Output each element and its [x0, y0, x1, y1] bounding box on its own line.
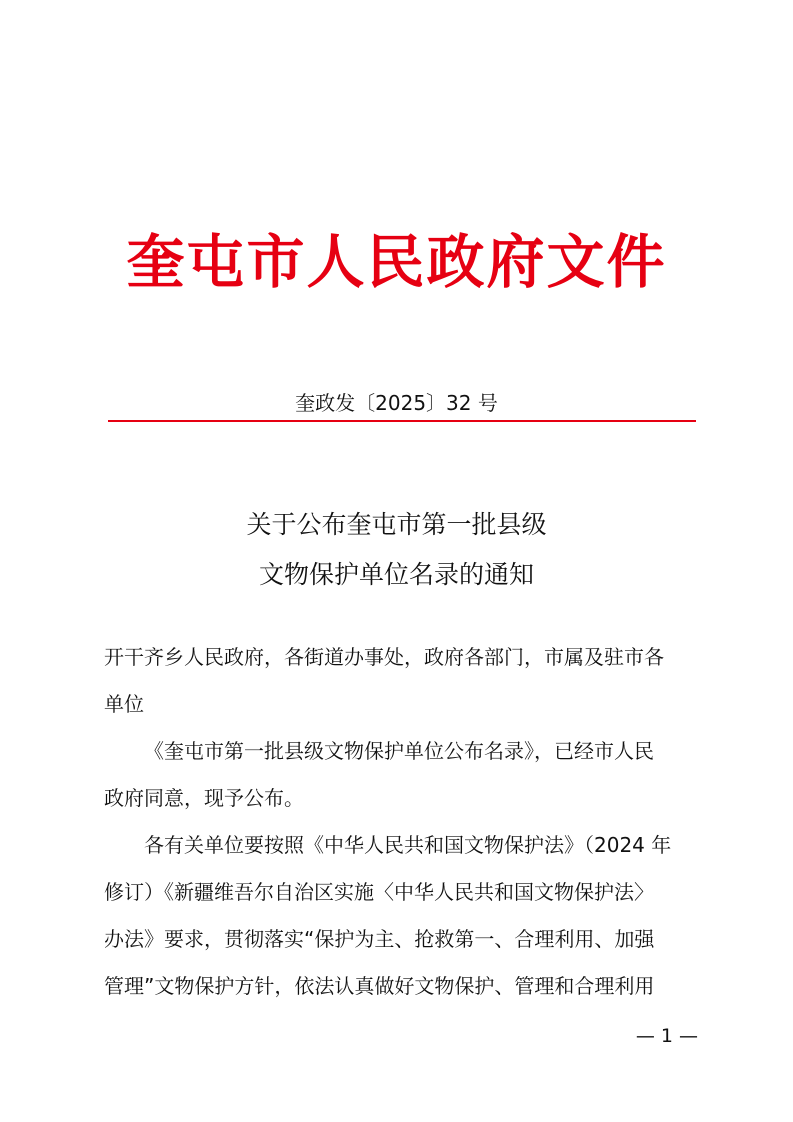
page-number: — 1 —	[635, 1025, 698, 1047]
red-divider-line	[108, 420, 696, 422]
body-line-para2-cont-2: 办法》要求，贯彻落实“保护为主、抢救第一、合理利用、加强	[104, 927, 655, 951]
body-line-para1-cont: 政府同意，现予公布。	[104, 786, 304, 810]
notice-title	[0, 500, 793, 600]
body-line-recipients-cont: 单位	[104, 692, 144, 716]
notice-body	[104, 634, 696, 1010]
body-line-para2-cont-1: 修订）《新疆维吾尔自治区实施〈中华人民共和国文物保护法〉	[104, 880, 654, 904]
body-line-recipients: 开干齐乡人民政府，各街道办事处，政府各部门，市属及驻市各	[104, 645, 664, 669]
document-number: 奎政发〔2025〕32 号	[295, 391, 498, 415]
body-line-para2: 各有关单位要按照《中华人民共和国文物保护法》（2024 年	[144, 833, 672, 857]
body-line-para1: 《奎屯市第一批县级文物保护单位公布名录》，已经市人民	[144, 739, 654, 763]
notice-title-line-1: 关于公布奎屯市第一批县级	[246, 510, 547, 539]
masthead-title: 奎屯市人民政府文件	[126, 228, 667, 296]
body-line-para2-cont-3: 管理”文物保护方针，依法认真做好文物保护、管理和合理利用	[104, 974, 655, 998]
notice-title-line-2: 文物保护单位名录的通知	[258, 560, 534, 589]
